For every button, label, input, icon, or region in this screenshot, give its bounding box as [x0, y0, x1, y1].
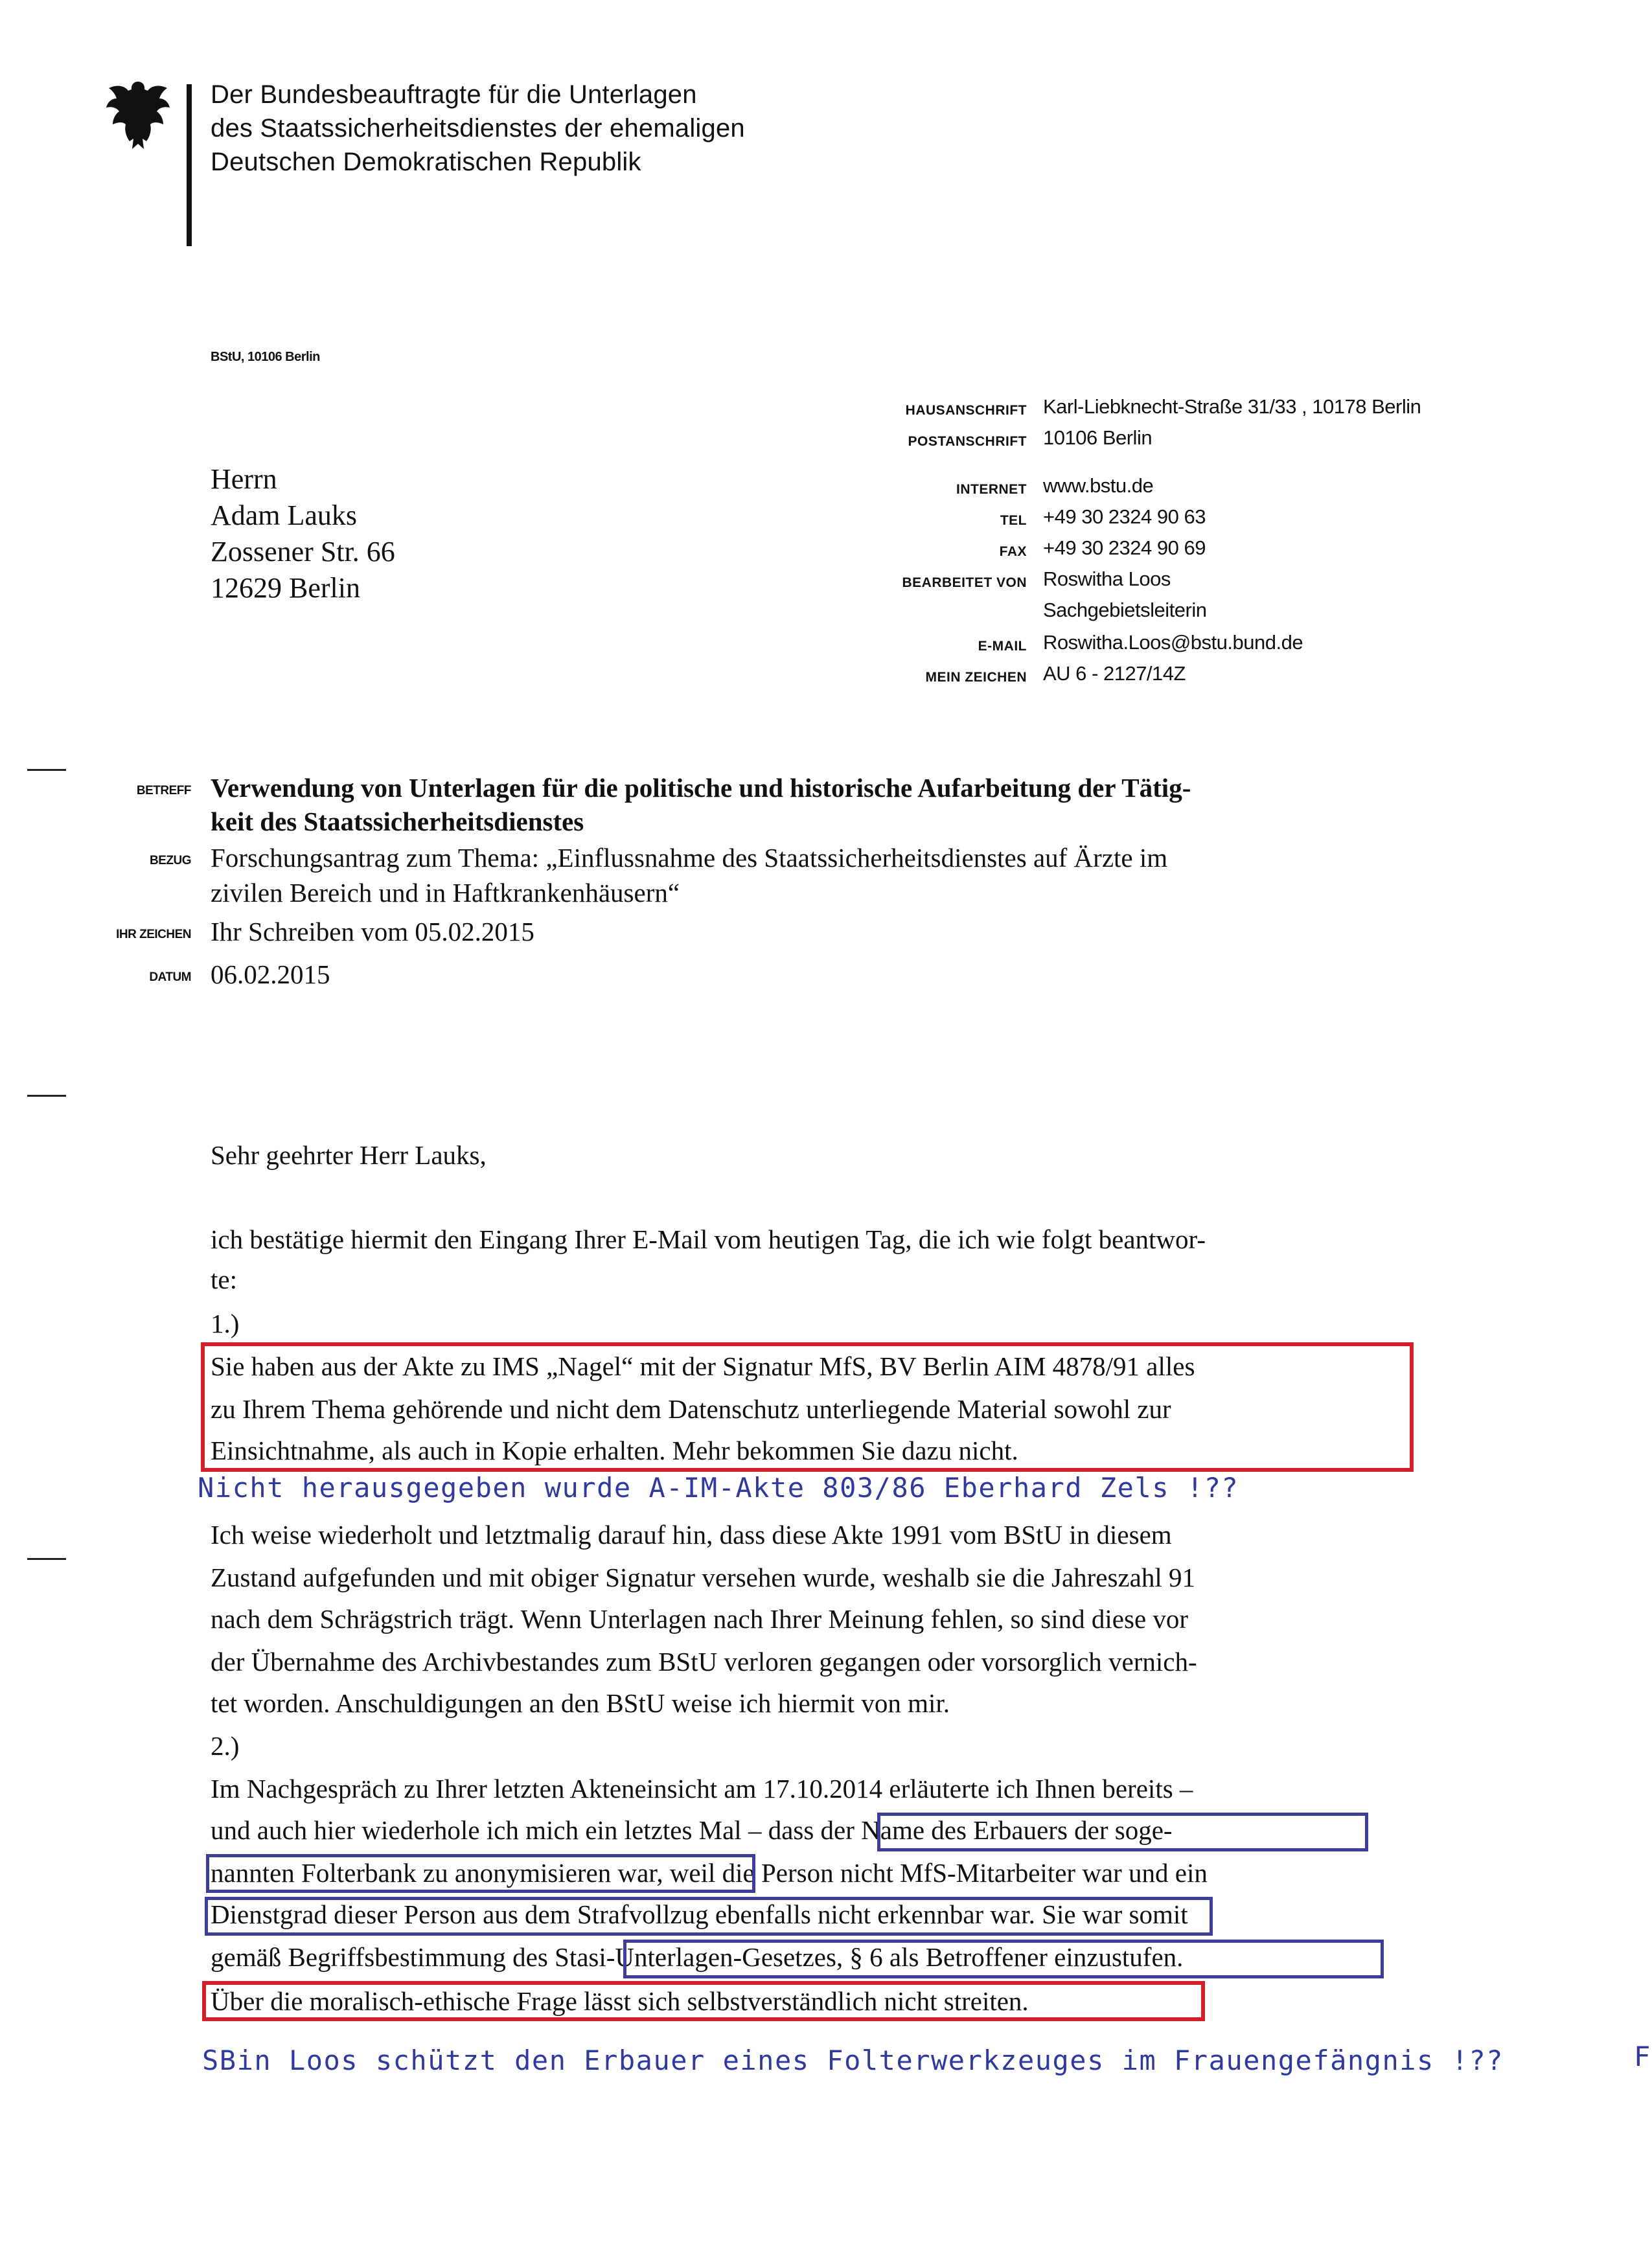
org-name-line-3: Deutschen Demokratischen Republik [211, 148, 641, 176]
label-bearbeitet-von: BEARBEITET VON [902, 575, 1027, 590]
recipient-line-2: Adam Lauks [211, 499, 358, 531]
point-2-line-2-part-b: dass der Name des Erbauers der soge- [768, 1815, 1173, 1845]
point-2-number: 2.) [211, 1731, 240, 1761]
value-postanschrift: 10106 Berlin [1043, 426, 1153, 449]
point-2-line-3-part-a: nannten Folterbank zu anonymisieren war [211, 1858, 657, 1888]
value-email: Roswitha.Loos@bstu.bund.de [1043, 631, 1303, 654]
annotation-note-1: Nicht herausgegeben wurde A-IM-Akte 803/86 Eberhard Zels !?? [198, 1472, 1239, 1504]
label-postanschrift: POSTANSCHRIFT [908, 434, 1027, 449]
point-1-number: 1.) [211, 1309, 240, 1338]
value-fax: +49 30 2324 90 69 [1043, 536, 1206, 559]
value-position: Sachgebietsleiterin [1043, 599, 1207, 621]
point-2-line-5-part-b: Stasi-Unterlagen-Gesetzes, § 6 als Betroffener einzustufen. [555, 1942, 1184, 1972]
point-1-text-line-5: tet worden. Anschuldigungen an den BStU weise ich hiermit von mir. [211, 1688, 950, 1718]
point-2-line-3-part-b: , weil die Person nicht MfS-Mitarbeiter war und ein [656, 1858, 1208, 1888]
intro-line-1: ich bestätige hiermit den Eingang Ihrer E-Mail vom heutigen Tag, die ich wie folgt beantwor- [211, 1224, 1206, 1254]
label-fax: FAX [999, 544, 1027, 559]
org-name-line-2: des Staatssicherheitsdienstes der ehemaligen [211, 114, 745, 143]
label-bezug: BEZUG [150, 854, 191, 867]
annotation-note-2-edge: F [1634, 2041, 1651, 2072]
point-1-text-line-3: nach dem Schrägstrich trägt. Wenn Unterlagen nach Ihrer Meinung fehlen, so sind diese vor [211, 1604, 1189, 1634]
value-mein-zeichen: AU 6 - 2127/14Z [1043, 662, 1186, 685]
point-2-line-4-part-a: Dienstgrad dieser Person aus dem Strafvollzug ebenfalls nicht erkennbar war. [211, 1899, 1035, 1929]
margin-fold-mark [27, 769, 66, 771]
point-2-line-5-part-a: gemäß Begriffsbestimmung des [211, 1942, 555, 1972]
bezug-line-2: zivilen Bereich und in Haftkrankenhäusern“ [211, 878, 680, 908]
intro-line-2: te: [211, 1265, 237, 1294]
betreff-line-1: Verwendung von Unterlagen für die politische und historische Aufarbeitung der Tätig- [211, 773, 1191, 803]
point-2-line-1: Im Nachgespräch zu Ihrer letzten Akteneinsicht am 17.10.2014 erläuterte ich Ihnen bereits – [211, 1774, 1193, 1804]
value-hausanschrift: Karl-Liebknecht-Straße 31/33 , 10178 Berlin [1043, 395, 1421, 418]
recipient-line-1: Herrn [211, 463, 277, 495]
point-1-text-line-4: der Übernahme des Archivbestandes zum BStU verloren gegangen oder vorsorglich vernich- [211, 1647, 1197, 1677]
federal-eagle-icon [102, 76, 174, 154]
point-1-box-line-2: zu Ihrem Thema gehörende und nicht dem Datenschutz unterliegende Material sowohl zur [211, 1394, 1171, 1424]
label-hausanschrift: HAUSANSCHRIFT [905, 403, 1027, 418]
label-internet: INTERNET [956, 482, 1027, 497]
betreff-line-2: keit des Staatssicherheitsdienstes [211, 807, 584, 836]
point-2-line-2-part-a: und auch hier wiederhole ich mich ein letztes Mal – [211, 1815, 768, 1845]
recipient-line-3: Zossener Str. 66 [211, 536, 395, 567]
ihr-zeichen-value: Ihr Schreiben vom 05.02.2015 [211, 917, 534, 946]
point-1-box-line-1: Sie haben aus der Akte zu IMS „Nagel“ mit der Signatur MfS, BV Berlin AIM 4878/91 alles [211, 1351, 1195, 1381]
value-bearbeitet-von: Roswitha Loos [1043, 567, 1171, 590]
label-email: E-MAIL [978, 639, 1027, 654]
value-tel: +49 30 2324 90 63 [1043, 505, 1206, 528]
salutation: Sehr geehrter Herr Lauks, [211, 1140, 487, 1170]
point-1-text-line-1: Ich weise wiederholt und letztmalig darauf hin, dass diese Akte 1991 vom BStU in diesem [211, 1520, 1172, 1550]
label-tel: TEL [1000, 513, 1027, 528]
highlight-box-blue-3 [205, 1897, 1213, 1936]
label-mein-zeichen: MEIN ZEICHEN [925, 670, 1027, 685]
label-ihr-zeichen: IHR ZEICHEN [116, 928, 191, 941]
value-internet: www.bstu.de [1043, 474, 1154, 497]
margin-punch-mark [27, 1558, 66, 1560]
margin-fold-mark [27, 1095, 66, 1097]
sender-return-address: BStU, 10106 Berlin [211, 350, 320, 364]
label-betreff: BETREFF [136, 784, 191, 797]
org-name-line-1: Der Bundesbeauftragte für die Unterlagen [211, 80, 697, 109]
point-2-line-4-part-b: Sie war somit [1035, 1899, 1188, 1929]
label-datum: DATUM [149, 970, 191, 984]
header-divider [187, 84, 192, 246]
highlight-box-blue-1 [877, 1813, 1368, 1851]
highlight-box-blue-2 [206, 1854, 755, 1893]
annotation-note-2: SBin Loos schützt den Erbauer eines Folterwerkzeuges im Frauengefängnis !?? [202, 2045, 1504, 2076]
recipient-line-4: 12629 Berlin [211, 572, 360, 604]
highlight-box-blue-4 [623, 1940, 1384, 1978]
point-1-box-line-3: Einsichtnahme, als auch in Kopie erhalten. Mehr bekommen Sie dazu nicht. [211, 1436, 1018, 1465]
datum-value: 06.02.2015 [211, 959, 330, 989]
bezug-line-1: Forschungsantrag zum Thema: „Einflussnahme des Staatssicherheitsdienstes auf Ärzte im [211, 843, 1168, 873]
point-1-text-line-2: Zustand aufgefunden und mit obiger Signatur versehen wurde, weshalb sie die Jahreszahl 91 [211, 1563, 1195, 1592]
point-2-line-6: Über die moralisch-ethische Frage lässt sich selbstverständlich nicht streiten. [211, 1986, 1029, 2016]
